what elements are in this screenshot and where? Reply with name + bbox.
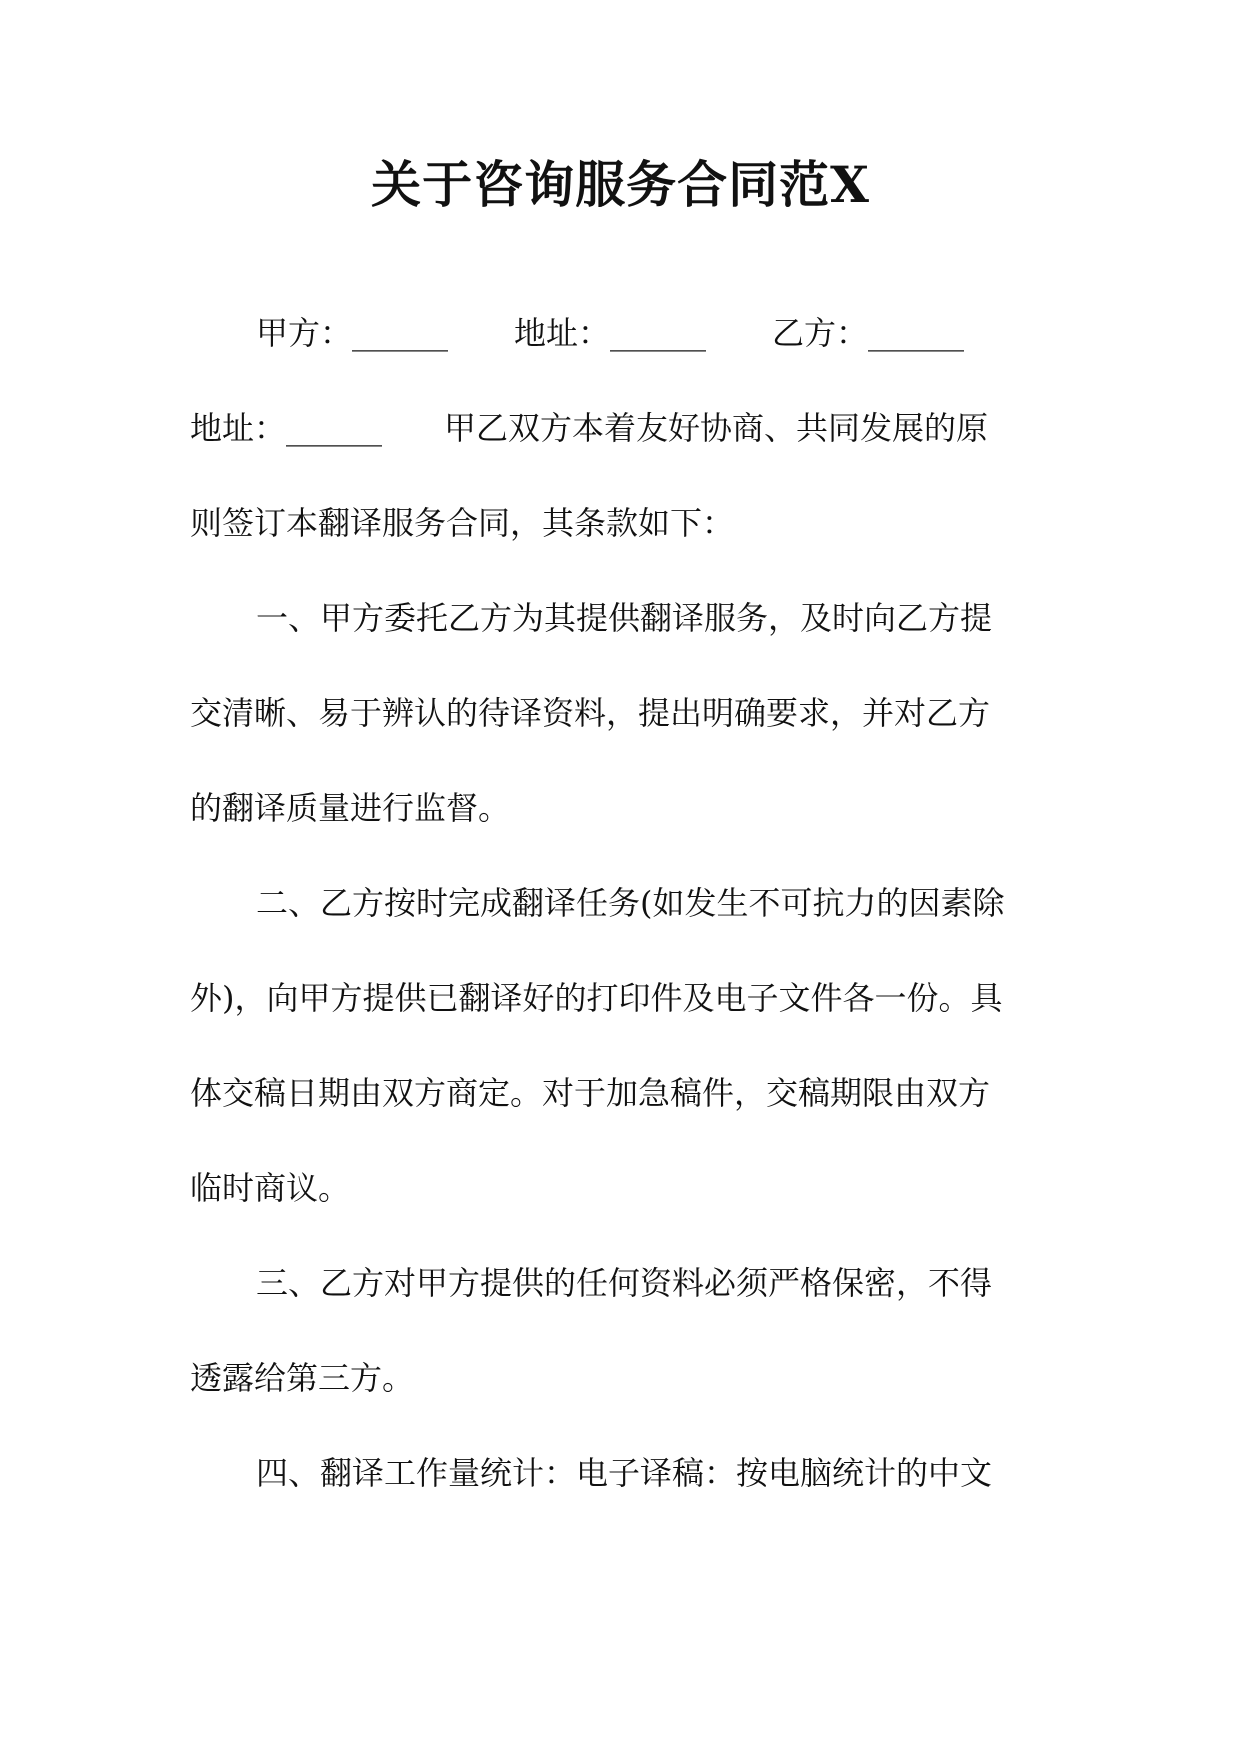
clause-1-line: 一、甲方委托乙方为其提供翻译服务，及时向乙方提	[256, 599, 993, 637]
preamble-text: 甲乙双方本着友好协商、共同发展的原	[444, 409, 989, 447]
body-line: 则签订本翻译服务合同，其条款如下：	[190, 504, 735, 542]
party-a-field: 甲方：______	[256, 314, 449, 352]
body-line	[190, 406, 988, 450]
body-line: 透露给第三方。	[190, 1359, 415, 1397]
body-line: 的翻译质量进行监督。	[190, 789, 511, 827]
body-line: 临时商议。	[190, 1169, 351, 1207]
clause-3-line: 三、乙方对甲方提供的任何资料必须严格保密，不得	[256, 1264, 993, 1302]
party-b-field: 乙方：______	[772, 314, 965, 352]
document-title: 关于咨询服务合同范X	[371, 155, 870, 214]
party-b-address-field: 地址：______	[190, 409, 383, 447]
party-info-line	[256, 311, 964, 355]
body-line: 交清晰、易于辨认的待译资料，提出明确要求，并对乙方	[190, 694, 991, 732]
clause-4-line: 四、翻译工作量统计：电子译稿：按电脑统计的中文	[256, 1454, 993, 1492]
body-line: 外)，向甲方提供已翻译好的打印件及电子文件各一份。具	[190, 979, 1003, 1017]
party-a-address-field: 地址：______	[514, 314, 707, 352]
body-line: 体交稿日期由双方商定。对于加急稿件，交稿期限由双方	[190, 1074, 991, 1112]
clause-2-line: 二、乙方按时完成翻译任务(如发生不可抗力的因素除	[256, 884, 1005, 922]
